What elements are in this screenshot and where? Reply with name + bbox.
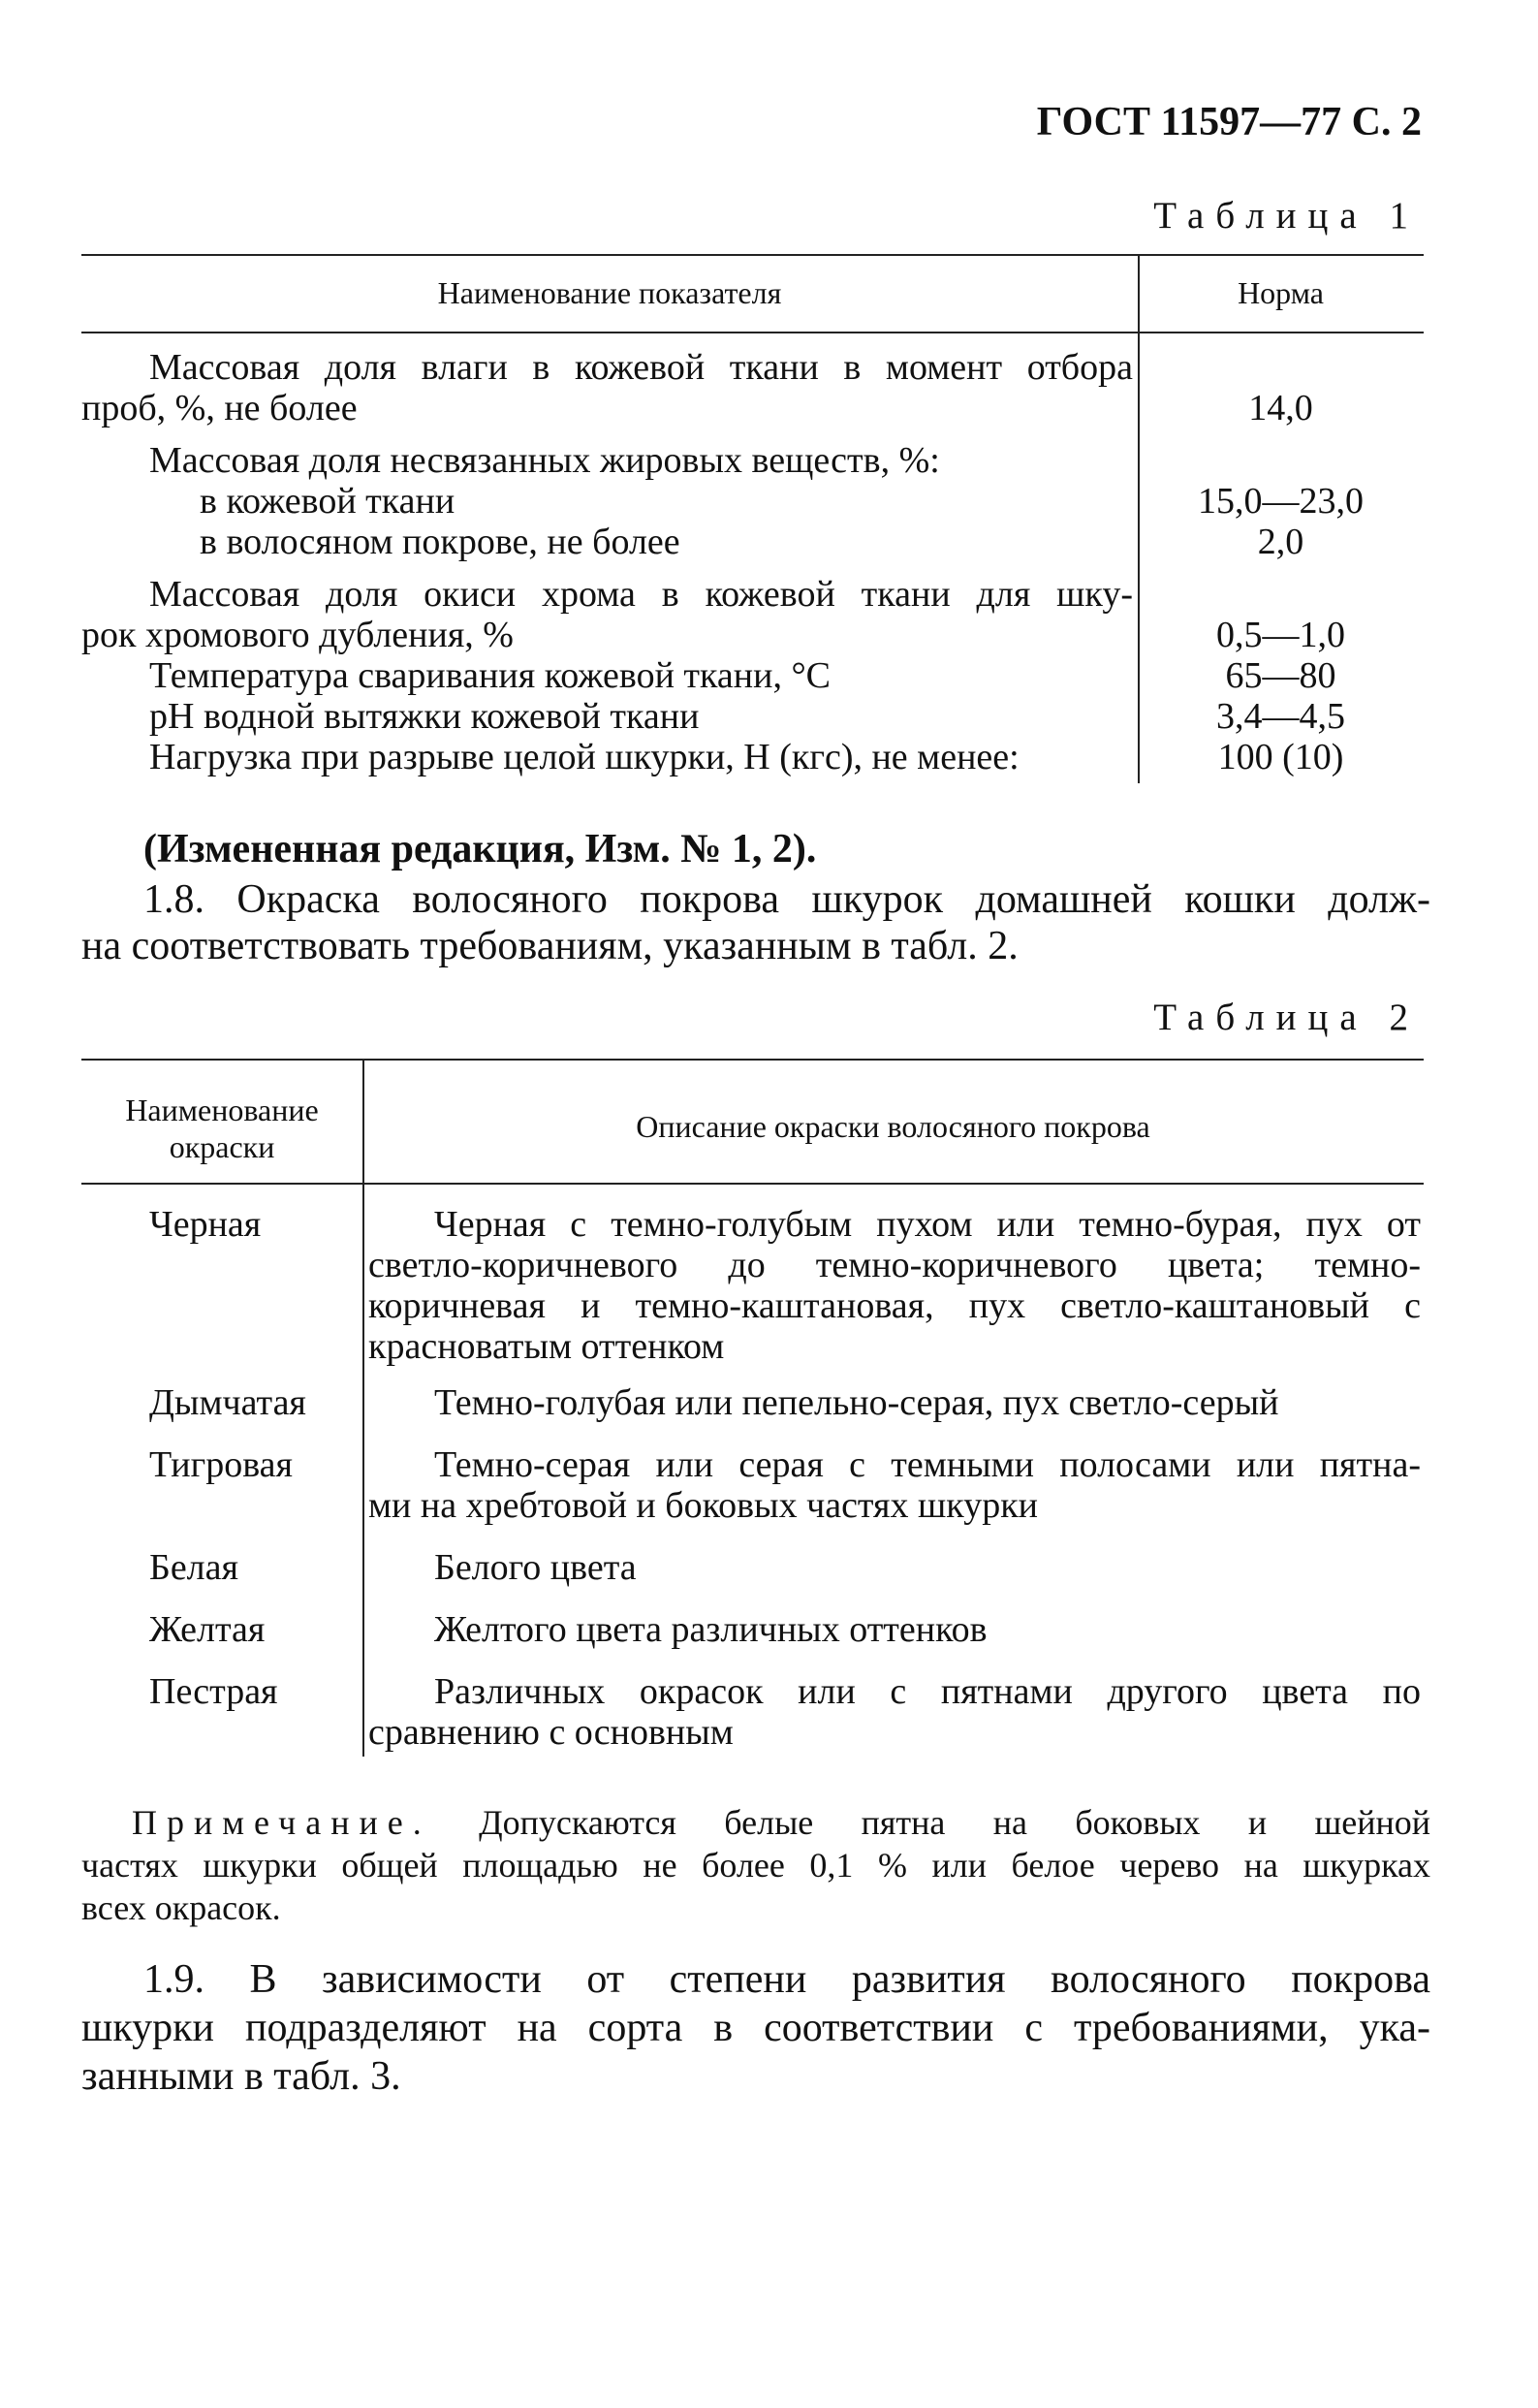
table1-row-4-label: в волосяном покрове, не более <box>200 522 680 562</box>
table1-row-1-value: 14,0 <box>1248 388 1313 428</box>
table2-row-5-description: Желтого цвета различных оттенков <box>434 1609 988 1650</box>
table1-row-7-label: рН водной вытяжки кожевой ткани <box>149 696 700 737</box>
table2-row-4-name: Белая <box>149 1547 238 1588</box>
table1 <box>81 254 1424 783</box>
table1-row-4-value: 2,0 <box>1257 522 1304 562</box>
document-header: ГОСТ 11597—77 С. 2 <box>1036 100 1422 144</box>
table2-header-name: Наименование окраски <box>125 1093 319 1164</box>
table1-header-norm: Норма <box>1238 275 1324 310</box>
table1-row-3-label: в кожевой ткани <box>200 481 455 522</box>
table2-row-2-name: Дымчатая <box>149 1382 306 1423</box>
table2-header-description: Описание окраски волосяного покрова <box>636 1109 1150 1144</box>
table1-row-5-value: 0,5—1,0 <box>1216 615 1345 655</box>
table1-row-7-value: 3,4—4,5 <box>1216 696 1345 737</box>
paragraph-1-9-line-2: шкурки подразделяют на сорта в соответствии с требованиями, ука- <box>81 2006 1430 2050</box>
paragraph-1-8-line-2: на соответствовать требованиям, указанным в табл. 2. <box>81 924 1019 968</box>
note-label: Примечание. <box>132 1803 431 1842</box>
table2-row-1-name: Черная <box>149 1204 262 1245</box>
table1-row-8-value: 100 (10) <box>1217 737 1344 777</box>
table1-row-3-value: 15,0—23,0 <box>1198 481 1364 522</box>
note-line-3: всех окрасок. <box>81 1888 281 1927</box>
table1-row-1-line-2: проб, %, не более <box>81 388 358 428</box>
table1-row-8-label: Нагрузка при разрыве целой шкурки, Н (кгс), не менее: <box>149 737 1020 777</box>
table2-row-6-description: Различных окрасок или с пятнами другого цвета по сравнению с основным <box>368 1671 1421 1753</box>
table2-row-2-description: Темно-голубая или пепельно-серая, пух светло-серый <box>434 1382 1279 1423</box>
table2-row-5-name: Желтая <box>149 1609 266 1650</box>
paragraph-1-8-line-1: 1.8. Окраска волосяного покрова шкурок домашней кошки долж- <box>143 877 1430 922</box>
table1-row-1-line-1: Массовая доля влаги в кожевой ткани в момент отбора <box>149 347 1133 388</box>
table1-top-rule <box>81 254 1424 256</box>
table2-row-6-name: Пестрая <box>149 1671 278 1712</box>
note-line-2: частях шкурки общей площадью не более 0,1 % или белое черево на шкурках <box>81 1846 1430 1885</box>
table1-caption: Таблица 1 <box>1153 195 1420 237</box>
table2-row-1-description: Черная с темно-голубым пухом или темно-бурая, пух от светло-коричневого до темно-коричневого цвета; темно- коричневая и темно-каштановая, пух светло-каштановый с красноватым оттенком <box>368 1204 1421 1367</box>
table2-header-rule <box>81 1183 1424 1185</box>
table2-column-divider <box>362 1059 364 1757</box>
table1-row-2-label: Массовая доля несвязанных жировых веществ, %: <box>149 440 940 481</box>
table2-row-3-description: Темно-серая или серая с темными полосами или пятна- ми на хребтовой и боковых частях шкурки <box>368 1444 1421 1526</box>
paragraph-1-9-line-1: 1.9. В зависимости от степени развития волосяного покрова <box>143 1957 1430 2002</box>
table2-caption: Таблица 2 <box>1153 997 1420 1038</box>
table1-row-6-value: 65—80 <box>1225 655 1336 696</box>
table2-top-rule <box>81 1059 1424 1061</box>
table1-row-6-label: Температура сваривания кожевой ткани, °С <box>149 655 831 696</box>
table1-row-5-line-1: Массовая доля окиси хрома в кожевой ткани для шку- <box>149 574 1133 615</box>
table2-row-3-name: Тигровая <box>149 1444 293 1485</box>
note-line-1: Примечание. Допускаются белые пятна на боковых и шейной <box>132 1803 1430 1842</box>
paragraph-1-9-line-3: занными в табл. 3. <box>81 2054 401 2099</box>
table2-note <box>132 1801 1430 1844</box>
table2-row-4-description: Белого цвета <box>434 1547 637 1588</box>
table1-header-rule <box>81 332 1424 333</box>
amendment-note: (Измененная редакция, Изм. № 1, 2). <box>143 827 817 871</box>
table1-header-name: Наименование показателя <box>437 275 782 310</box>
table1-row-5-line-2: рок хромового дубления, % <box>81 615 514 655</box>
table2 <box>81 1059 1424 1757</box>
